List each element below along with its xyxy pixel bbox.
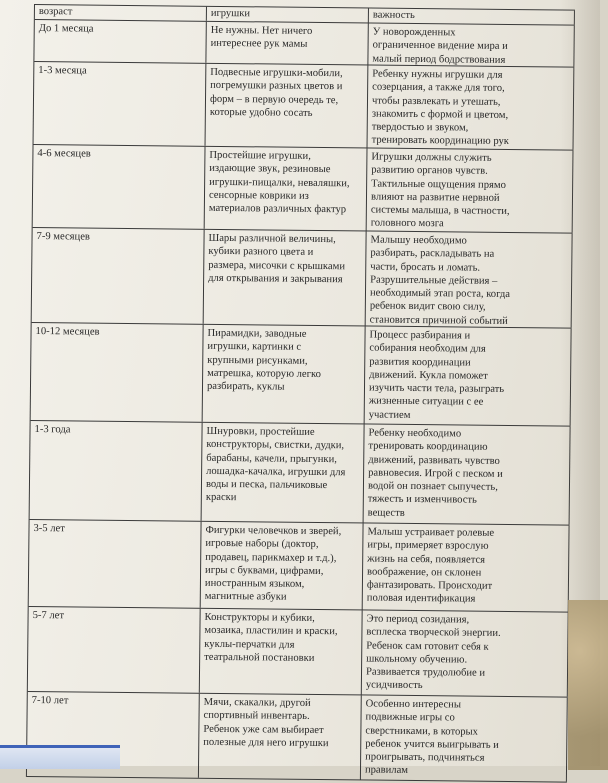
table-row [33, 145, 574, 234]
age-cell: 4-6 месяцев [33, 145, 206, 229]
toys-cell: Шары различной величины, кубики разного цвета и размера, мисочки с крышками для открывания и закрывания [204, 230, 367, 326]
toys-cell: Простейшие игрушки, издающие звук, резиновые игрушки-пищалки, неваляшки, сенсорные коврики из материалов различных фактур [205, 147, 368, 231]
age-toys-table [26, 4, 575, 783]
age-cell: 3-5 лет [29, 520, 202, 608]
age-cell: 7-9 месяцев [32, 228, 205, 324]
toys-cell: Пирамидки, заводные игрушки, картинки с крупными рисунками, матрешка, которую легко разбирать, куклы [203, 325, 366, 424]
toys-cell: Не нужны. Нет ничего интереснее рук мамы [206, 22, 368, 65]
toys-cell: Конструкторы и кубики, мозаика, пластилин и краски, куклы-перчатки для театральной постановки [200, 609, 363, 695]
table-row [32, 228, 573, 329]
toys-cell: Шнуровки, простейшие конструкторы, свистки, дудки, барабаны, качели, прыгунки, лошадка-качалка, игрушки для воды и песка, пальчиковые краски [202, 423, 365, 523]
header-toys: игрушки [207, 7, 369, 23]
table-row [27, 692, 568, 783]
importance-cell: Процесс разбирания и собирания необходим для развития координации движений. Кукла поможет изучить части тела, разыграть жизненные ситуации с ее участием [365, 326, 572, 425]
age-cell: До 1 месяца [34, 20, 206, 63]
table-row [31, 323, 572, 427]
card-edge [0, 745, 120, 769]
table-row [34, 20, 574, 68]
table-row [29, 520, 570, 613]
age-cell: 10-12 месяцев [31, 323, 204, 422]
age-cell: 1-3 месяца [34, 62, 207, 146]
importance-cell: У новорожденных ограниченное видение мира и малый период бодрствования [368, 24, 574, 67]
toys-cell: Подвесные игрушки-мобили, погремушки разных цветов и форм – в первую очередь те, которые удобно сосать [206, 64, 369, 148]
toys-cell: Фигурки человечков и зверей, игровые наборы (доктор, продавец, парикмахер и т.д.), игры с буквами, цифрами, иностранным языком, магнитные азбуки [201, 522, 364, 610]
importance-cell: Малыш устраивает ролевые игры, примеряет взрослую жизнь на себя, появляется воображение, он склонен фантазировать. Происходит половая идентификация [363, 523, 570, 611]
importance-cell: Особенно интересны подвижные игры со сверстниками, в которых ребенок учится выигрывать и проигрывать, подчиняться правилам [361, 695, 568, 781]
header-age: возраст [35, 5, 207, 21]
table-row [34, 62, 575, 151]
importance-cell: Ребенку необходимо тренировать координацию движений, развивать чувство равновесия. Игрой с песком и водой он познает сыпучесть, тяжесть и изменчивость веществ [364, 424, 571, 524]
age-cell: 5-7 лет [28, 607, 201, 693]
importance-cell: Игрушки должны служить развитию органов чувств. Тактильные ощущения прямо влияют на развитие нервной системы малыша, в частности, головного мозга [367, 149, 574, 233]
header-importance: важность [369, 9, 575, 25]
age-cell: 1-3 года [30, 421, 203, 521]
background-object [568, 600, 608, 770]
importance-cell: Малышу необходимо разбирать, раскладывать на части, бросать и ломать. Разрушительные действия – необходимый этап роста, когда ребенок видит свою силу, становится причиной событий [366, 231, 573, 327]
importance-cell: Это период созидания, всплеска творческой энергии. Ребенок сам готовит себя к школьному обучению. Развивается трудолюбие и усидчивость [362, 610, 569, 696]
table-row [30, 421, 571, 526]
importance-cell: Ребенку нужны игрушки для созерцания, а также для того, чтобы развлекать и утешать, знакомить с формой и цветом, твердостью и звуком, тренировать координацию рук [368, 66, 575, 150]
toys-cell: Мячи, скакалки, другой спортивный инвентарь. Ребенок уже сам выбирает полезные для него игрушки [199, 694, 362, 780]
age-cell: 7-10 лет [27, 692, 200, 778]
table-row [28, 607, 569, 698]
